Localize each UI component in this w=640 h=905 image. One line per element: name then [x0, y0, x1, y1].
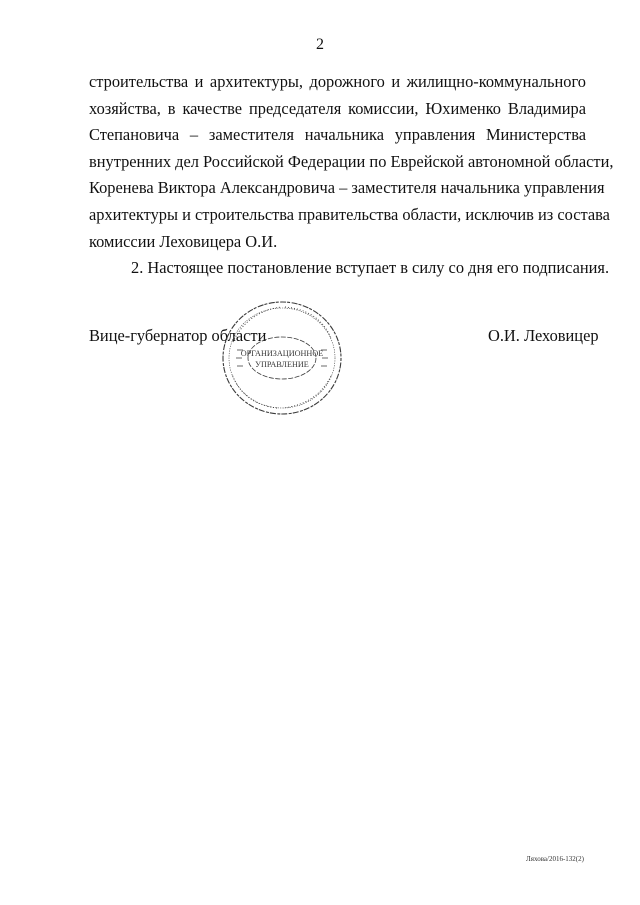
body-line: Степановича – заместителя начальника управления Министерства: [89, 125, 586, 145]
body-line: Коренева Виктора Александровича – заместителя начальника управления: [89, 178, 605, 198]
document-code: Ляхова/2016-132(2): [526, 855, 584, 863]
body-line: комиссии Леховицера О.И.: [89, 231, 278, 251]
seal-stamp: [219, 298, 345, 418]
clause-2: 2. Настоящее постановление вступает в силу со дня его подписания.: [131, 258, 610, 278]
body-line: архитектуры и строительства правительства области, исключив из состава: [89, 204, 610, 224]
signatory-name: О.И. Леховицер: [488, 326, 599, 345]
signatory-position: Вице-губернатор области: [89, 326, 267, 345]
body-line: внутренних дел Российской Федерации по Еврейской автономной области,: [89, 151, 614, 171]
body-line: строительства и архитектуры, дорожного и жилищно-коммунального: [89, 72, 586, 91]
page-number: 2: [316, 36, 324, 53]
seal-inner-line-1: ОРГАНИЗАЦИОННОЕ: [240, 349, 324, 358]
seal-inner-line-2: УПРАВЛЕНИЕ: [255, 360, 309, 369]
body-line: хозяйства, в качестве председателя комиссии, Юхименко Владимира: [89, 98, 586, 118]
body-text: [89, 69, 614, 282]
